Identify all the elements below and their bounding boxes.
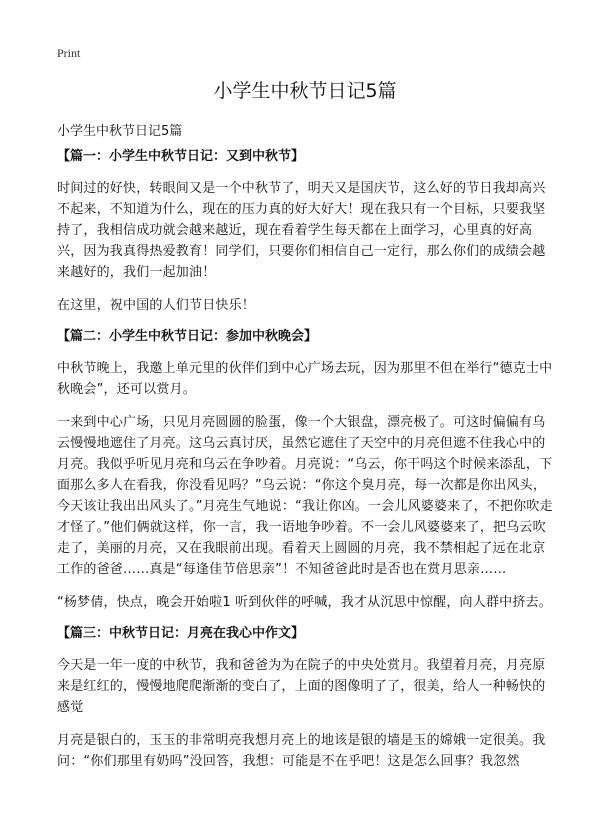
document-subtitle: 小学生中秋节日记5篇 — [57, 124, 183, 139]
section-heading: 【篇三：中秋节日记：月亮在我心中作文】 — [57, 626, 305, 641]
section-heading: 【篇一：小学生中秋节日记：又到中秋节】 — [57, 149, 305, 164]
paragraph: 月亮是银白的，玉玉的非常明亮我想月亮上的地该是银的墙是玉的嫦娥一定很美。我问：“你们那里有奶吗”没回答，我想：可能是不在乎吧！这是怎么回事？我忽然 — [57, 733, 546, 769]
page-title: 小学生中秋节日记5篇 — [213, 80, 397, 102]
document-body — [57, 148, 553, 784]
paragraph: 今天是一年一度的中秋节，我和爸爸为为在院子的中央处赏月。我望着月亮，月亮原来是红红的，慢慢地爬爬渐渐的变白了，上面的图像明了了，很美，给人一种畅快的感觉 — [57, 658, 546, 715]
paragraph: “杨梦倩，快点，晚会开始啦1 听到伙伴的呼喊，我才从沉思中惊醒，向人群中挤去。 — [57, 595, 552, 610]
paragraph: 一来到中心广场，只见月亮圆圆的脸蛋，像一个大银盘，漂亮极了。可这时偏偏有乌云慢慢地遮住了月亮。这乌云真讨厌，虽然它遮住了天空中的月亮但遮不住我心中的月亮。我似乎听见月亮和乌云在争吵着。月亮说：“乌云，你干吗这个时候来添乱，下面那么多人在看我，你没看见吗？”乌云说：“你这个臭月亮，每一次都是你出风头，今天该让我出出风头了。”月亮生气地说：“我让你凶。一会儿风婆婆来了，不把你吹走才怪了。”他们俩就这样，你一言，我一语地争吵着。不一会儿风婆婆来了，把乌云吹走了，美丽的月亮，又在我眼前出现。看着天上圆圆的月亮，我不禁相起了远在北京工作的爸爸……真是“每逢佳节倍思亲”！不知爸爸此时是否也在赏月思亲…… — [57, 415, 553, 577]
section-1 — [57, 148, 553, 316]
paragraph: 在这里，祝中国的人们节日快乐！ — [57, 298, 256, 313]
print-label[interactable]: Print — [57, 46, 81, 60]
section-2 — [57, 328, 553, 613]
section-heading: 【篇二：小学生中秋节日记：参加中秋晚会】 — [57, 329, 318, 344]
paragraph: 中秋节晚上，我邀上单元里的伙伴们到中心广场去玩，因为那里不但在举行“德克士中秋晚会”，还可以赏月。 — [57, 361, 553, 397]
paragraph: 时间过的好快，转眼间又是一个中秋节了，明天又是国庆节，这么好的节日我却高兴不起来，不知道为什么，现在的压力真的好大好大！现在我只有一个目标，只要我坚持了，我相信成功就会越来越近，现在看着学生每天都在上面学习，心里真的好高兴，因为我真得热爱教育！同学们，只要你们相信自己一定行，那么你们的成绩会越来越好的，我们一起加油！ — [57, 181, 546, 280]
section-3 — [57, 625, 553, 772]
